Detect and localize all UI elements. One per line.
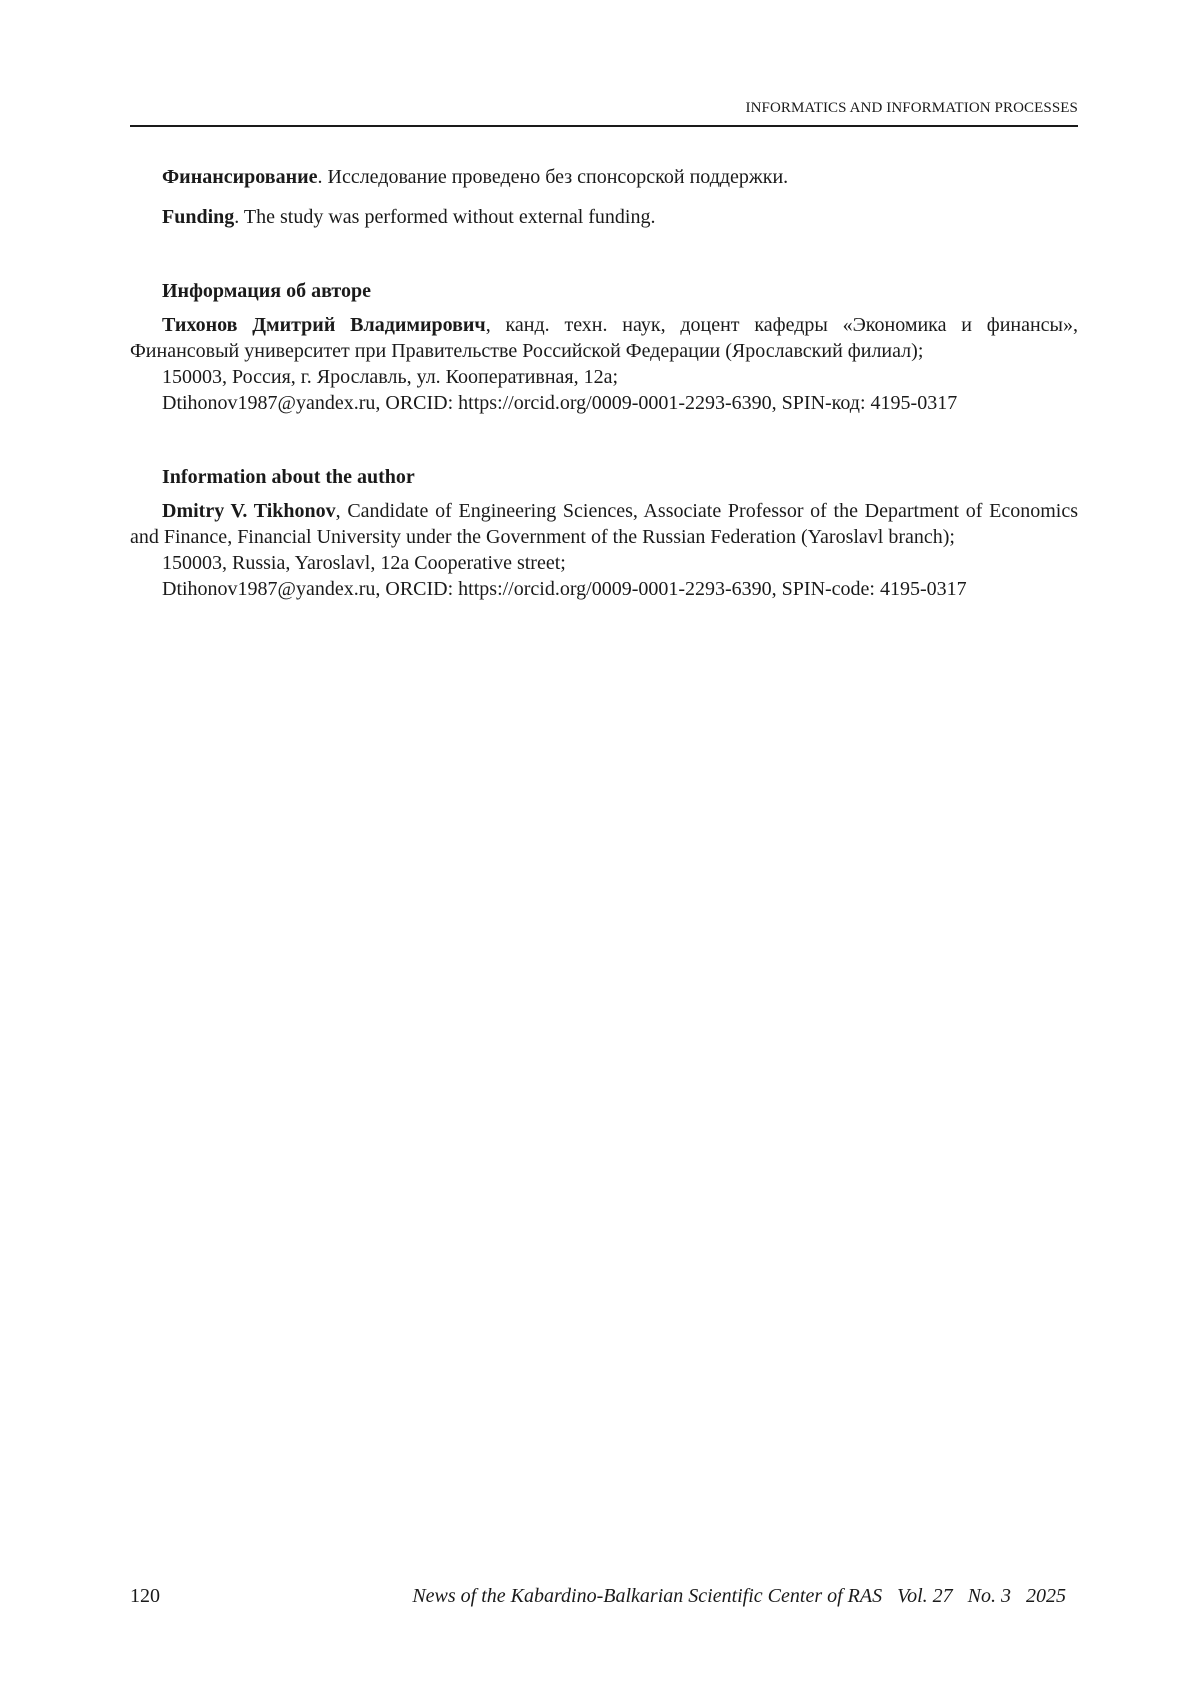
funding-en-text: . The study was performed without external funding. [234, 206, 656, 228]
page-body [130, 164, 1078, 602]
author-ru-name: Тихонов Дмитрий Владимирович [162, 314, 486, 336]
author-ru-affiliation [130, 312, 1078, 364]
funding-en [130, 204, 1078, 230]
author-ru-address: 150003, Россия, г. Ярославль, ул. Кооперативная, 12а; [162, 366, 619, 388]
page-number: 120 [130, 1585, 160, 1607]
journal-info: News of the Kabardino-Balkarian Scientific Center of RAS Vol. 27 No. 3 2025 [412, 1585, 1066, 1607]
page-footer [130, 1583, 1078, 1609]
author-en-name: Dmitry V. Tikhonov [162, 500, 336, 522]
funding-ru-text: . Исследование проведено без спонсорской поддержки. [317, 166, 789, 188]
funding-ru-label: Финансирование [162, 166, 318, 188]
author-en-contacts: Dtihonov1987@yandex.ru, ORCID: https://orcid.org/0009-0001-2293-6390, SPIN-code: 4195-0317 [162, 578, 967, 600]
funding-en-label: Funding [162, 206, 235, 228]
author-en-affiliation [130, 498, 1078, 550]
running-title: INFORMATICS AND INFORMATION PROCESSES [745, 100, 1078, 116]
author-en-affiliation-text: , Candidate of Engineering Sciences, Associate Professor of the Department of Economics and Finance, Financial University under the Government of the Russian Federation (Yaroslavl branch); [130, 500, 1078, 548]
author-en-heading: Information about the author [162, 466, 415, 488]
author-en-address: 150003, Russia, Yaroslavl, 12a Cooperative street; [162, 552, 566, 574]
author-ru-contacts: Dtihonov1987@yandex.ru, ORCID: https://orcid.org/0009-0001-2293-6390, SPIN-код: 4195-0317 [162, 392, 958, 414]
author-ru-heading: Информация об авторе [162, 280, 371, 302]
header-rule [130, 125, 1078, 127]
funding-ru [130, 164, 1078, 190]
author-ru-affiliation-text: , канд. техн. наук, доцент кафедры «Экономика и финансы», Финансовый университет при Правительстве Российской Федерации (Ярославский филиал); [130, 314, 1078, 362]
